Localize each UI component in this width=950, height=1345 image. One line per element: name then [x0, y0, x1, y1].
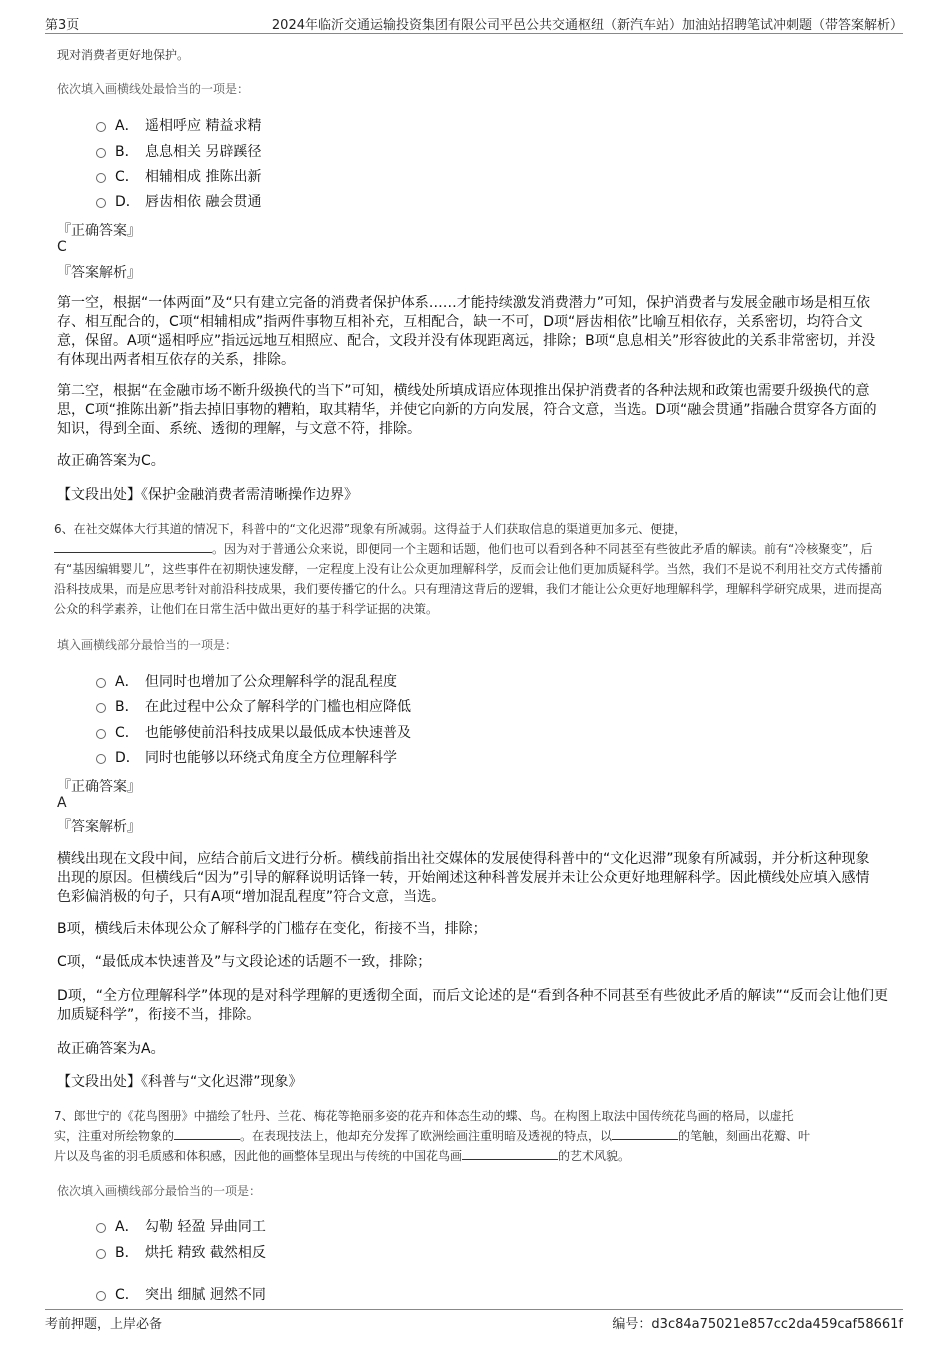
- q6-answer: A: [57, 795, 67, 811]
- q5-option-b[interactable]: [96, 141, 261, 161]
- option-letter: B．: [115, 1245, 139, 1261]
- q6-answer-label: 『正确答案』: [57, 779, 141, 795]
- option-letter: C．: [115, 725, 139, 741]
- option-text: 也能够使前沿科技成果以最低成本快速普及: [145, 725, 411, 741]
- option-letter: A．: [115, 1219, 139, 1235]
- radio-icon[interactable]: [96, 729, 106, 739]
- q5-stem-tail: 现对消费者更好地保护。: [57, 48, 190, 62]
- q6-analysis-para-4: D项，“全方位理解科学”体现的是对科学理解的更透彻全面，而后文论述的是“看到各种不同甚至有些彼此矛盾的解读”“反而会让他们更加质疑科学”，衔接不当，排除。: [57, 988, 889, 1023]
- radio-icon[interactable]: [96, 1249, 106, 1259]
- q6-analysis-label: 『答案解析』: [57, 819, 141, 835]
- document-title: 2024年临沂交通运输投资集团有限公司平邑公共交通枢纽（新汽车站）加油站招聘笔试冲刺题（带答案解析）: [271, 18, 903, 33]
- q6-stem-part-1: 6、在社交媒体大行其道的情况下，科普中的“文化迟滞”现象有所减弱。这得益于人们获取信息的渠道更加多元、便捷，: [54, 522, 687, 536]
- q6-source: 【文段出处】《科普与“文化迟滞”现象》: [57, 1074, 303, 1090]
- q6-analysis-para-1: 横线出现在文段中间，应结合前后文进行分析。横线前指出社交媒体的发展使得科普中的“文化迟滞”现象有所减弱，并分析这种现象出现的原因。但横线后“因为”引导的解释说明话锋一转，开始阐述这种科普发展并未让公众更好地理解科学。因此横线处应填入感情色彩偏消极的句子，只有A项“增加混乱程度”符合文意，当选。: [57, 851, 870, 905]
- q7-stem-part-1: 7、郎世宁的《花鸟图册》中描绘了牡丹、兰花、梅花等艳丽多姿的花卉和体态生动的蝶、鸟。在构图上取法中国传统花鸟画的格局，以虚托: [54, 1109, 794, 1123]
- q5-prompt: 依次填入画横线处最恰当的一项是：: [57, 82, 250, 96]
- q7-prompt: 依次填入画横线部分最恰当的一项是：: [57, 1184, 262, 1198]
- q7-stem: [54, 1106, 894, 1166]
- q6-option-d[interactable]: [96, 747, 397, 767]
- q7-blank-3: [462, 1147, 558, 1160]
- q6-stem: [54, 519, 890, 619]
- option-text: 在此过程中公众了解科学的门槛也相应降低: [145, 699, 411, 715]
- q7-stem-part-3: 。在表现技法上，他却充分发挥了欧洲绘画注重明暗及透视的特点，以: [240, 1129, 613, 1143]
- option-text: 同时也能够以环绕式角度全方位理解科学: [145, 750, 397, 766]
- q7-stem-part-2: 实，注重对所绘物象的: [54, 1129, 175, 1143]
- option-letter: B．: [115, 699, 139, 715]
- footer-code-label: 编号：: [612, 1317, 652, 1332]
- option-letter: A．: [115, 118, 139, 134]
- q6-option-a[interactable]: [96, 671, 397, 691]
- q6-conclusion: 故正确答案为A。: [57, 1041, 165, 1057]
- q5-analysis-para-2: 第二空，根据“在金融市场不断升级换代的当下”可知，横线处所填成语应体现推出保护消费者的各种法规和政策也需要升级换代的意思，C项“推陈出新”指去掉旧事物的糟粕，取其精华，并使它向新的方向发展，符合文意，当选。D项“融会贯通”指融合贯穿各方面的知识，得到全面、系统、透彻的理解，与文意不符，排除。: [57, 383, 877, 437]
- q5-option-a[interactable]: [96, 115, 261, 135]
- option-letter: D．: [115, 194, 140, 210]
- q5-analysis-para-1: 第一空，根据“一体两面”及“只有建立完备的消费者保护体系……才能持续激发消费潜力”可知，保护消费者与发展金融市场是相互依存、相互配合的，C项“相辅相成”指两件事物互相补充，互相配合，缺一不可，D项“唇齿相依”比喻互相依存，关系密切，均符合文意，保留。A项“遥相呼应”指远远地互相照应、配合，文段并没有体现距离远，排除；B项“息息相关”形容彼此的关系非常密切，并没有体现出两者相互依存的关系，排除。: [57, 295, 876, 368]
- option-letter: A．: [115, 674, 139, 690]
- q5-analysis-label: 『答案解析』: [57, 265, 141, 281]
- q5-answer: C: [57, 239, 67, 255]
- q7-blank-1: [174, 1127, 240, 1140]
- q6-analysis-para-2: B项，横线后未体现公众了解科学的门槛存在变化，衔接不当，排除；: [57, 921, 487, 937]
- q7-stem-part-5: 片以及鸟雀的羽毛质感和体积感，因此他的画整体呈现出与传统的中国花鸟画: [54, 1149, 463, 1163]
- option-letter: C．: [115, 1287, 139, 1303]
- option-text: 突出 细腻 迥然不同: [145, 1287, 266, 1303]
- q6-option-c[interactable]: [96, 722, 411, 742]
- footer-divider: [45, 1309, 903, 1310]
- option-text: 唇齿相依 融会贯通: [145, 194, 262, 210]
- q7-option-a[interactable]: [96, 1216, 266, 1236]
- q7-stem-part-6: 的艺术风貌。: [558, 1149, 631, 1163]
- footer-slogan: 考前押题，上岸必备: [45, 1317, 163, 1332]
- radio-icon[interactable]: [96, 122, 106, 132]
- option-text: 息息相关 另辟蹊径: [145, 144, 262, 160]
- q5-source: 【文段出处】《保护金融消费者需清晰操作边界》: [57, 487, 358, 503]
- q7-stem-part-4: 的笔触，刻画出花瓣、叶: [678, 1129, 811, 1143]
- radio-icon[interactable]: [96, 173, 106, 183]
- q6-stem-part-2: 。因为对于普通公众来说，即便同一个主题和话题，他们也可以看到各种不同甚至有些彼此矛盾的解读。前有“冷核聚变”，后有“基因编辑婴儿”，这些事件在初期快速发酵，一定程度上没有让公众更加理解科学，反而会让他们更加质疑科学。当然，我们不是说不利用社交方式传播前沿科技成果，而是应思考针对前沿科技成果，我们要传播它的什么。只有理清这背后的逻辑，我们才能让公众更好地理解科学，理解科学研究成果，进而提高公众的科学素养，让他们在日常生活中做出更好的基于科学证据的决策。: [54, 542, 883, 616]
- radio-icon[interactable]: [96, 678, 106, 688]
- option-letter: B．: [115, 144, 139, 160]
- q6-analysis-para-3: C项，“最低成本快速普及”与文段论述的话题不一致，排除；: [57, 954, 432, 970]
- q5-option-d[interactable]: [96, 191, 261, 211]
- option-text: 遥相呼应 精益求精: [145, 118, 262, 134]
- page-number: 第3页: [45, 18, 80, 33]
- option-letter: C．: [115, 169, 139, 185]
- q6-option-b[interactable]: [96, 696, 411, 716]
- option-letter: D．: [115, 750, 140, 766]
- q6-blank: [54, 540, 212, 553]
- q7-option-b[interactable]: [96, 1242, 266, 1262]
- header-divider: [45, 33, 903, 34]
- radio-icon[interactable]: [96, 1223, 106, 1233]
- radio-icon[interactable]: [96, 198, 106, 208]
- q5-option-c[interactable]: [96, 166, 261, 186]
- option-text: 勾勒 轻盈 异曲同工: [145, 1219, 266, 1235]
- radio-icon[interactable]: [96, 754, 106, 764]
- footer-code-value: d3c84a75021e857cc2da459caf58661f: [651, 1317, 903, 1332]
- q7-option-c[interactable]: [96, 1284, 266, 1304]
- q5-conclusion: 故正确答案为C。: [57, 453, 165, 469]
- q6-prompt: 填入画横线部分最恰当的一项是：: [57, 638, 238, 652]
- option-text: 但同时也增加了公众理解科学的混乱程度: [145, 674, 397, 690]
- option-text: 烘托 精致 截然相反: [145, 1245, 266, 1261]
- radio-icon[interactable]: [96, 148, 106, 158]
- footer-code: [612, 1313, 903, 1332]
- option-text: 相辅相成 推陈出新: [145, 169, 262, 185]
- radio-icon[interactable]: [96, 703, 106, 713]
- radio-icon[interactable]: [96, 1291, 106, 1301]
- q5-answer-label: 『正确答案』: [57, 223, 141, 239]
- q7-blank-2: [612, 1127, 678, 1140]
